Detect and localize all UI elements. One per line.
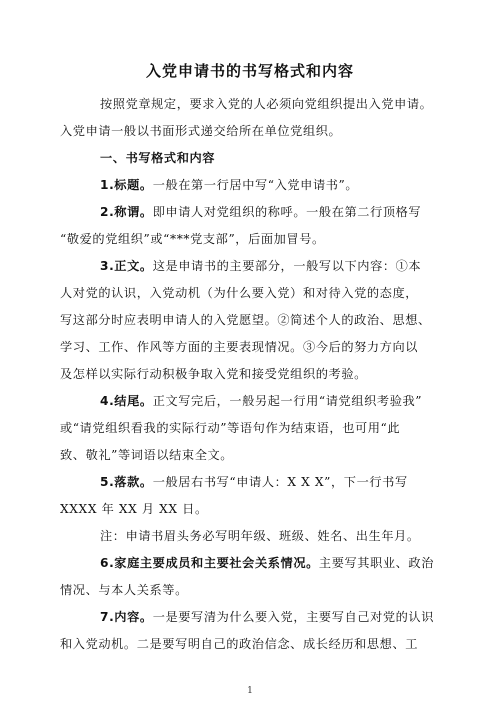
- item-title: [100, 177, 450, 193]
- item-label: 3.正文。: [100, 259, 153, 273]
- item-text: 一是要写清为什么要入党，主要写自己对党的认识: [152, 610, 435, 624]
- item-label: 6.家庭主要成员和主要社会关系情况。: [100, 556, 319, 570]
- item-text: 正文写完后，一般另起一行用“请党组织考验我”: [152, 394, 423, 408]
- section-heading: 一、书写格式和内容: [100, 151, 216, 165]
- item-label: 1.标题。: [100, 178, 153, 192]
- item-label: 7.内容。: [100, 610, 153, 624]
- item-signature-line-2: XXXX 年 XX 月 XX 日。: [60, 502, 208, 516]
- item-content-line-2: 和入党动机。二是要写明自己的政治信念、成长经历和思想、工: [60, 637, 419, 651]
- item-content: [100, 609, 450, 625]
- item-text: 即申请人对党组织的称呼。一般在第二行顶格写: [152, 205, 422, 219]
- page-title: 入党申请书的书写格式和内容: [145, 62, 354, 80]
- item-family-line-2: 情况、与本人关系等。: [60, 583, 188, 597]
- page-number: 1: [247, 686, 253, 696]
- item-ending-line-3: 致、敬礼”等词语以结束全文。: [60, 448, 234, 462]
- item-body-line-2: 人对党的认识，入党动机（为什么要入党）和对待入党的态度，: [60, 286, 419, 300]
- item-label: 4.结尾。: [100, 394, 153, 408]
- item-body-line-4: 学习、工作、作风等方面的主要表现情况。③今后的努力方向以: [60, 340, 419, 354]
- note-line: 注：申请书眉头务必写明年级、班级、姓名、出生年月。: [100, 529, 420, 543]
- item-ending-line-2: 或“请党组织看我的实际行动”等语句作为结束语，也可用“此: [60, 421, 401, 435]
- item-family: [100, 555, 450, 571]
- item-salutation-line-2: “敬爱的党组织”或“***党支部”，后面加冒号。: [60, 232, 325, 246]
- intro-line-2: 入党申请一般以书面形式递交给所在单位党组织。: [60, 124, 342, 138]
- intro-line-1: 按照党章规定，要求入党的人必须向党组织提出入党申请。: [100, 97, 433, 111]
- item-body-line-3: 写这部分时应表明申请人的入党愿望。②简述个人的政治、思想、: [60, 313, 431, 327]
- item-text: 一般居右书写“申请人：X X X”，下一行书写: [152, 475, 408, 489]
- item-ending: [100, 393, 450, 409]
- item-signature: [100, 474, 450, 490]
- item-text: 一般在第一行居中写“入党申请书”。: [152, 178, 359, 192]
- item-label: 2.称谓。: [100, 205, 153, 219]
- item-body-line-5: 及怎样以实际行动积极争取入党和接受党组织的考验。: [60, 367, 367, 381]
- item-text: 主要写其职业、政治: [318, 556, 435, 570]
- item-body: [100, 258, 450, 274]
- item-salutation: [100, 204, 450, 220]
- item-text: 这是申请书的主要部分，一般写以下内容：①本: [152, 259, 422, 273]
- item-label: 5.落款。: [100, 475, 153, 489]
